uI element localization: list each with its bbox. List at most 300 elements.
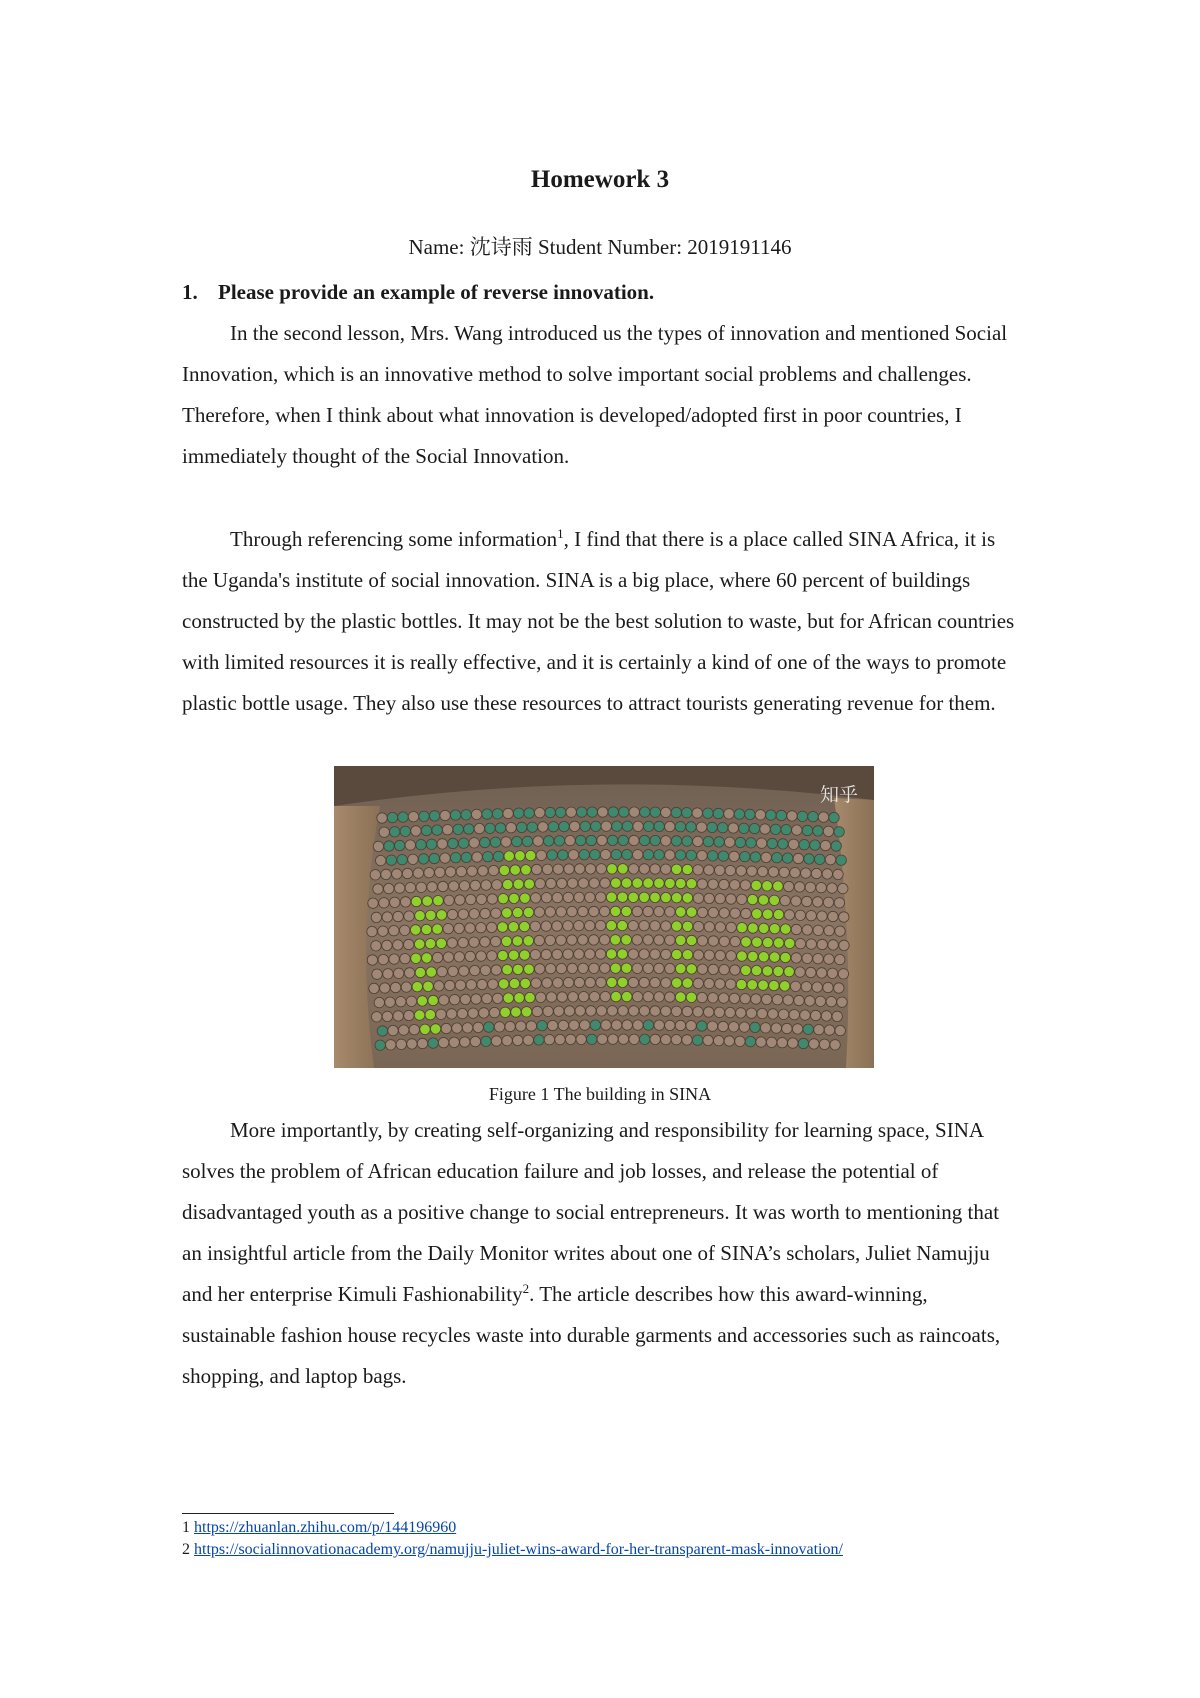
bottle-cap <box>535 879 545 889</box>
bottle-cap <box>586 835 596 845</box>
question-text: Please provide an example of reverse innovation. <box>218 280 655 304</box>
bottle-cap <box>758 980 768 990</box>
bottle-cap <box>751 994 761 1004</box>
bottle-cap <box>556 935 566 945</box>
bottle-cap <box>661 892 671 902</box>
bottle-cap <box>707 822 717 832</box>
bottle-cap <box>497 922 507 932</box>
bottle-cap <box>760 824 770 834</box>
bottle-cap <box>448 966 458 976</box>
bottle-cap <box>643 850 653 860</box>
bottle-cap <box>372 1012 382 1022</box>
bottle-cap <box>676 964 686 974</box>
bottle-cap <box>650 1006 660 1016</box>
bottle-cap <box>589 878 599 888</box>
bottle-cap <box>598 807 608 817</box>
bottle-cap <box>489 1007 499 1017</box>
bottle-cap <box>472 852 482 862</box>
footnote-2-number: 2 <box>182 1541 190 1558</box>
bottle-cap <box>400 954 410 964</box>
bottle-cap <box>415 911 425 921</box>
bottle-cap <box>574 949 584 959</box>
bottle-cap <box>672 949 682 959</box>
bottle-cap <box>739 823 749 833</box>
bottle-cap <box>661 1034 671 1044</box>
bottle-cap <box>622 821 632 831</box>
bottle-cap <box>772 853 782 863</box>
bottle-cap <box>600 849 610 859</box>
bottle-cap <box>473 1022 483 1032</box>
bottle-cap <box>640 807 650 817</box>
footnote-2-link[interactable]: https://socialinnovationacademy.org/namujju-juliet-wins-award-for-her-transparent-mask-innovation/ <box>194 1541 843 1558</box>
bottle-cap <box>578 906 588 916</box>
bottle-cap <box>801 868 811 878</box>
bottle-cap <box>404 1010 414 1020</box>
bottle-cap <box>428 995 438 1005</box>
bottle-cap <box>426 910 436 920</box>
bottle-cap <box>650 807 660 817</box>
footnote-1-link[interactable]: https://zhuanlan.zhihu.com/p/144196960 <box>194 1519 457 1536</box>
bottle-cap <box>401 982 411 992</box>
bottle-cap <box>610 906 620 916</box>
bottle-cap <box>414 1010 424 1020</box>
bottle-cap <box>371 941 381 951</box>
bottle-cap <box>476 923 486 933</box>
bottle-cap <box>559 821 569 831</box>
student-info: Name: 沈诗雨 Student Number: 2019191146 <box>408 235 792 259</box>
bottle-cap <box>675 850 685 860</box>
bottle-cap <box>519 921 529 931</box>
bottle-cap <box>833 869 843 879</box>
bottle-cap <box>563 977 573 987</box>
bottle-cap <box>671 864 681 874</box>
bottle-cap <box>408 812 418 822</box>
bottle-cap <box>377 1026 387 1036</box>
bottle-cap <box>829 812 839 822</box>
bottle-cap <box>519 950 529 960</box>
bottle-cap <box>661 807 671 817</box>
bottle-cap <box>621 935 631 945</box>
bottle-cap <box>423 981 433 991</box>
bottle-cap <box>747 894 757 904</box>
bottle-cap <box>823 897 833 907</box>
bottle-cap <box>434 981 444 991</box>
bottle-cap <box>719 993 729 1003</box>
bottle-cap <box>488 979 498 989</box>
bottle-cap <box>817 968 827 978</box>
bottle-cap <box>811 1010 821 1020</box>
bottle-cap <box>453 824 463 834</box>
bottle-cap <box>708 993 718 1003</box>
bottle-cap <box>725 837 735 847</box>
bottle-cap <box>553 864 563 874</box>
bottle-cap <box>715 894 725 904</box>
bottle-cap <box>544 836 554 846</box>
bottle-cap <box>538 822 548 832</box>
bottle-cap <box>821 1011 831 1021</box>
bottle-cap <box>543 1006 553 1016</box>
bottle-cap <box>708 879 718 889</box>
bottle-cap <box>405 840 415 850</box>
bottle-cap <box>725 865 735 875</box>
bottle-cap <box>447 909 457 919</box>
bottle-cap <box>707 1021 717 1031</box>
bottle-cap <box>413 868 423 878</box>
bottle-cap <box>790 981 800 991</box>
bottle-cap <box>606 892 616 902</box>
bottle-cap <box>386 1040 396 1050</box>
bottle-cap <box>728 823 738 833</box>
footnote-2 <box>182 1541 843 1559</box>
bottle-cap <box>477 979 487 989</box>
bottle-cap <box>491 965 501 975</box>
bottle-cap <box>487 951 497 961</box>
bottle-cap <box>505 1021 515 1031</box>
bottle-cap <box>682 864 692 874</box>
bottle-cap <box>835 954 845 964</box>
bottle-cap <box>438 1038 448 1048</box>
bottle-cap <box>596 1006 606 1016</box>
bottle-cap <box>546 878 556 888</box>
bottle-cap <box>596 892 606 902</box>
bottle-cap <box>816 883 826 893</box>
bottle-cap <box>467 866 477 876</box>
bottle-cap <box>404 939 414 949</box>
question-number: 1. <box>182 280 198 304</box>
bottle-cap <box>466 894 476 904</box>
bottle-cap <box>541 921 551 931</box>
bottle-cap <box>835 1025 845 1035</box>
bottle-cap <box>523 1035 533 1045</box>
bottle-cap <box>633 821 643 831</box>
bottle-cap <box>746 838 756 848</box>
bottle-cap <box>432 924 442 934</box>
bottle-cap <box>834 983 844 993</box>
bottle-cap <box>763 909 773 919</box>
bottle-cap <box>755 810 765 820</box>
bottle-cap <box>587 807 597 817</box>
bottle-cap <box>541 893 551 903</box>
bottle-cap <box>394 883 404 893</box>
bottle-cap <box>788 839 798 849</box>
bottle-cap <box>740 852 750 862</box>
bottle-cap <box>411 896 421 906</box>
bottle-cap <box>502 965 512 975</box>
bottle-cap <box>715 979 725 989</box>
bottle-cap <box>506 823 516 833</box>
bottle-cap <box>416 882 426 892</box>
bottle-cap <box>784 967 794 977</box>
bottle-cap <box>779 867 789 877</box>
bottle-cap <box>834 827 844 837</box>
bottle-cap <box>379 827 389 837</box>
bottle-cap <box>618 864 628 874</box>
bottle-cap <box>522 836 532 846</box>
bottle-cap <box>826 997 836 1007</box>
bottle-cap <box>692 1035 702 1045</box>
bottle-cap <box>455 895 465 905</box>
bottle-cap <box>747 866 757 876</box>
bottle-cap <box>512 936 522 946</box>
bottle-cap <box>693 893 703 903</box>
bottle-cap <box>704 893 714 903</box>
bottle-cap <box>749 823 759 833</box>
bottle-cap <box>517 822 527 832</box>
bottle-cap <box>575 864 585 874</box>
bottle-cap <box>595 920 605 930</box>
bottle-cap <box>503 993 513 1003</box>
bottle-cap <box>815 854 825 864</box>
bottle-cap <box>552 949 562 959</box>
bottle-cap <box>513 879 523 889</box>
bottle-cap <box>449 995 459 1005</box>
bottle-cap <box>470 880 480 890</box>
bottle-cap <box>524 808 534 818</box>
bottle-cap <box>780 924 790 934</box>
bottle-cap <box>650 977 660 987</box>
bottle-cap <box>481 1036 491 1046</box>
bottle-cap <box>389 926 399 936</box>
bottle-cap <box>460 994 470 1004</box>
bottle-cap <box>697 907 707 917</box>
bottle-cap <box>400 826 410 836</box>
bottle-cap <box>449 1037 459 1047</box>
bottle-cap <box>665 907 675 917</box>
bottle-cap <box>470 965 480 975</box>
bottle-cap <box>492 880 502 890</box>
bottle-cap <box>399 1025 409 1035</box>
bottle-cap <box>405 883 415 893</box>
bottle-cap <box>671 1006 681 1016</box>
bottle-cap <box>797 811 807 821</box>
bottle-cap <box>818 812 828 822</box>
bottle-cap <box>762 881 772 891</box>
bottle-cap <box>795 910 805 920</box>
bottle-cap <box>703 1035 713 1045</box>
bottle-cap <box>730 880 740 890</box>
bottle-cap <box>665 821 675 831</box>
bottle-cap <box>827 883 837 893</box>
bottle-cap <box>622 1020 632 1030</box>
bottle-cap <box>418 854 428 864</box>
bottle-cap <box>534 935 544 945</box>
bottle-cap <box>806 967 816 977</box>
bottle-cap <box>411 826 421 836</box>
bottle-cap <box>724 809 734 819</box>
bottle-cap <box>493 851 503 861</box>
bottle-cap <box>511 1007 521 1017</box>
footnote-ref-2[interactable]: 2 <box>522 1281 530 1296</box>
bottle-cap <box>729 993 739 1003</box>
bottle-cap <box>396 997 406 1007</box>
bottle-cap <box>629 1006 639 1016</box>
bottle-cap <box>458 909 468 919</box>
bottle-cap <box>719 965 729 975</box>
bottle-cap <box>639 864 649 874</box>
bottle-cap <box>430 1024 440 1034</box>
paragraph-2-text-a: Through referencing some information <box>230 527 558 551</box>
bottle-cap <box>802 953 812 963</box>
bottle-cap <box>752 937 762 947</box>
bottle-cap <box>585 921 595 931</box>
bottle-cap <box>535 964 545 974</box>
bottle-cap <box>419 811 429 821</box>
bottle-cap <box>725 1007 735 1017</box>
bottle-cap <box>629 1034 639 1044</box>
bottle-cap <box>435 867 445 877</box>
bottle-cap <box>643 1020 653 1030</box>
bottle-cap <box>704 1007 714 1017</box>
footnote-ref-1[interactable]: 1 <box>557 526 564 541</box>
bottle-cap <box>622 991 632 1001</box>
bottle-cap <box>735 1036 745 1046</box>
bottle-cap <box>534 907 544 917</box>
bottle-cap <box>708 936 718 946</box>
bottle-cap <box>693 950 703 960</box>
bottle-cap <box>498 894 508 904</box>
bottle-cap <box>665 963 675 973</box>
bottle-cap <box>792 825 802 835</box>
bottle-cap <box>697 879 707 889</box>
bottle-cap <box>639 892 649 902</box>
bottle-cap <box>770 924 780 934</box>
bottle-cap <box>610 963 620 973</box>
bottle-cap <box>485 823 495 833</box>
bottle-cap <box>574 977 584 987</box>
bottle-cap <box>567 963 577 973</box>
bottle-cap <box>427 882 437 892</box>
bottle-cap <box>425 939 435 949</box>
bottle-cap <box>799 840 809 850</box>
bottle-cap <box>771 1023 781 1033</box>
bottle-cap <box>492 809 502 819</box>
bottle-cap <box>542 978 552 988</box>
bottle-cap <box>639 921 649 931</box>
bottle-cap <box>469 838 479 848</box>
bottle-cap <box>824 1025 834 1035</box>
bottle-cap <box>567 906 577 916</box>
bottle-cap <box>469 909 479 919</box>
bottle-cap <box>697 964 707 974</box>
bottle-cap <box>802 896 812 906</box>
bottle-cap <box>762 966 772 976</box>
bottle-cap <box>629 835 639 845</box>
bottle-cap <box>574 921 584 931</box>
paragraph-3-text-a: More importantly, by creating self-organizing and responsibility for learning space, SINA solves the problem of African education failure and job losses, and release the potential of disadvantaged youth as a positive change to social entrepreneurs. It was worth to mentioning that an insightful article from the Daily Monitor writes about one of SINA’s scholars, Juliet Namujju and her enterprise Kimuli Fashionability <box>182 1118 1000 1306</box>
bottle-cap <box>495 823 505 833</box>
bottle-cap <box>409 1025 419 1035</box>
bottle-cap <box>804 854 814 864</box>
bottle-cap <box>682 978 692 988</box>
bottle-cap <box>766 810 776 820</box>
bottle-cap <box>704 865 714 875</box>
bottle-cap <box>632 935 642 945</box>
bottle-cap <box>815 996 825 1006</box>
bottle-cap <box>686 822 696 832</box>
bottle-cap <box>741 965 751 975</box>
bottle-cap <box>426 839 436 849</box>
bottle-cap <box>457 1008 467 1018</box>
bottle-cap <box>440 810 450 820</box>
bottle-cap <box>491 936 501 946</box>
bottle-cap <box>730 965 740 975</box>
bottle-cap <box>654 850 664 860</box>
bottle-cap <box>665 1020 675 1030</box>
bottle-cap <box>817 939 827 949</box>
bottle-cap <box>394 968 404 978</box>
bottle-cap <box>672 921 682 931</box>
bottle-cap <box>640 1034 650 1044</box>
bottle-cap <box>696 822 706 832</box>
bottle-cap <box>798 1038 808 1048</box>
bottle-cap <box>585 977 595 987</box>
bottle-cap <box>452 1023 462 1033</box>
bottle-cap <box>447 1009 457 1019</box>
bottle-cap <box>591 821 601 831</box>
bottle-cap <box>597 1034 607 1044</box>
bottle-cap <box>443 924 453 934</box>
bottle-cap <box>639 835 649 845</box>
bottle-cap <box>719 936 729 946</box>
bottle-cap <box>671 836 681 846</box>
bottle-cap <box>509 893 519 903</box>
bottle-cap <box>443 952 453 962</box>
bottle-cap <box>387 812 397 822</box>
bottle-cap <box>448 838 458 848</box>
bottle-cap <box>813 897 823 907</box>
bottle-cap <box>406 996 416 1006</box>
bottle-cap <box>718 823 728 833</box>
bottle-cap <box>440 853 450 863</box>
bottle-cap <box>504 851 514 861</box>
bottle-cap <box>686 992 696 1002</box>
bottle-cap <box>778 839 788 849</box>
bottle-cap <box>579 992 589 1002</box>
bottle-cap <box>569 821 579 831</box>
bottle-cap <box>810 840 820 850</box>
bottle-cap <box>530 921 540 931</box>
bottle-cap <box>563 892 573 902</box>
bottle-cap <box>482 994 492 1004</box>
bottle-cap <box>665 850 675 860</box>
bottle-cap <box>750 1022 760 1032</box>
bottle-cap <box>628 864 638 874</box>
bottle-cap <box>424 868 434 878</box>
bottle-cap <box>676 907 686 917</box>
bottle-cap <box>414 939 424 949</box>
bottle-cap <box>737 951 747 961</box>
bottle-cap <box>682 808 692 818</box>
bottle-cap <box>650 835 660 845</box>
bottle-cap <box>499 865 509 875</box>
bottle-cap <box>514 993 524 1003</box>
bottle-cap <box>611 991 621 1001</box>
bottle-cap <box>596 977 606 987</box>
bottle-cap <box>384 883 394 893</box>
bottle-cap <box>455 980 465 990</box>
bottle-cap <box>450 810 460 820</box>
bottle-cap <box>396 1039 406 1049</box>
bottle-cap <box>607 835 617 845</box>
bottle-cap <box>745 809 755 819</box>
bottle-cap <box>778 1009 788 1019</box>
bottle-cap <box>568 992 578 1002</box>
bottle-cap <box>390 827 400 837</box>
bottle-cap <box>643 992 653 1002</box>
bottle-cap <box>400 925 410 935</box>
bottle-cap <box>503 879 513 889</box>
bottle-cap <box>535 808 545 818</box>
